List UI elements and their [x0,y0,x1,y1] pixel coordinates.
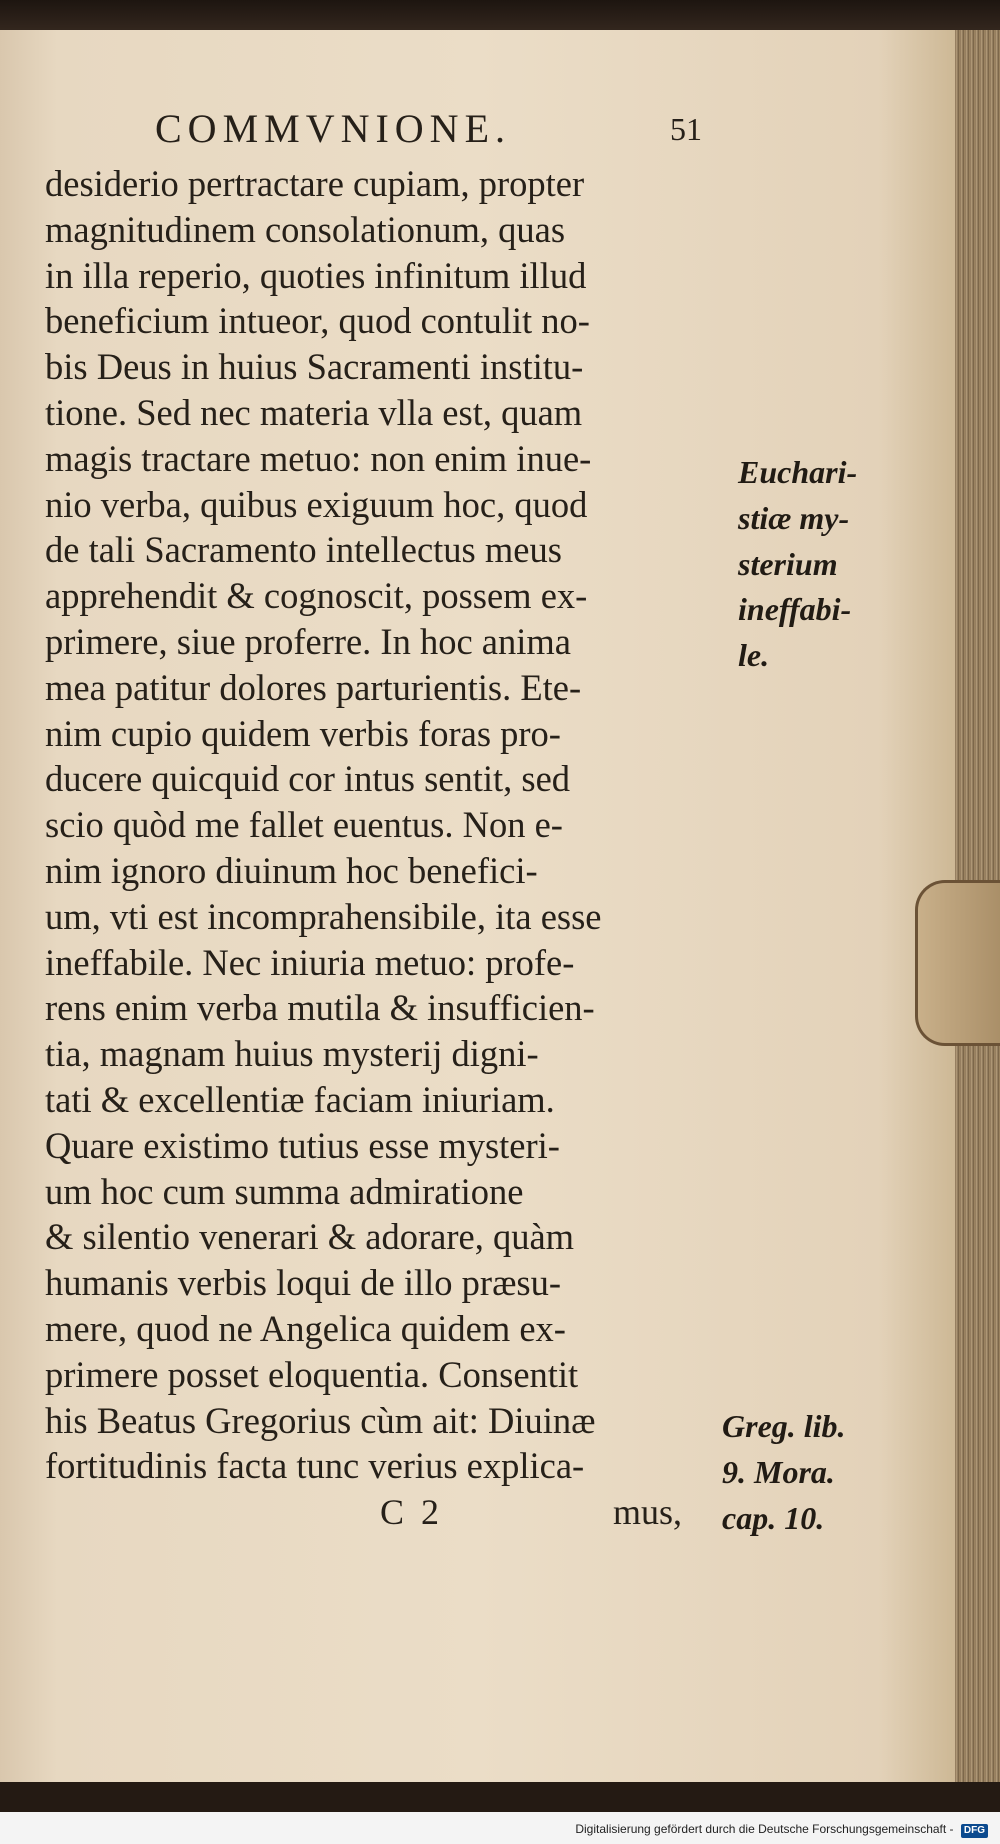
text-line: magis tractare metuo: non enim inue- [45,437,592,479]
text-line: tati & excellentiæ faciam iniuriam. [45,1078,555,1120]
text-line: nim ignoro diuinum hoc benefici- [45,849,538,891]
text-line: tia, magnam huius mysterij digni- [45,1033,539,1075]
text-line: rens enim verba mutila & insufficien- [45,987,595,1029]
page-number: 51 [670,111,702,147]
marginal-line: sterium [738,545,838,582]
text-line: bis Deus in huius Sacramenti institu- [45,346,584,388]
binding-bottom [0,1782,1000,1812]
marginal-note-eucharistiae [738,450,857,679]
text-line: tione. Sed nec materia vlla est, quam [45,391,583,433]
marginal-line: cap. 10. [722,1499,825,1536]
credit-text: Digitalisierung gefördert durch die Deutsche Forschungsgemeinschaft - [575,1822,954,1836]
text-line: his Beatus Gregorius cùm ait: Diuinæ [45,1399,596,1441]
dfg-logo-icon: DFG [961,1824,988,1838]
text-line: nio verba, quibus exiguum hoc, quod [45,483,588,525]
text-line: beneficium intueor, quod contulit no- [45,300,590,342]
text-line: mere, quod ne Angelica quidem ex- [45,1307,566,1349]
marginal-line: Greg. lib. [722,1408,846,1444]
text-line: desiderio pertractare cupiam, propter [45,163,585,204]
text-line: Quare existimo tutius esse mysteri- [45,1124,560,1166]
marginal-note-gregorius [722,1404,846,1541]
text-line: humanis verbis loqui de illo præsu- [45,1262,562,1304]
marginal-line: ineffabi- [738,591,852,628]
signature-mark: C 2 [380,1492,444,1533]
text-line: um, vti est incomprahensibile, ita esse [45,895,602,937]
text-line: in illa reperio, quoties infinitum illud [45,254,587,296]
text-line: fortitudinis facta tunc verius explica- [45,1445,585,1487]
page-header [45,105,735,161]
text-line: nim cupio quidem verbis foras pro- [45,712,561,754]
running-head: COMMVNIONE. [155,106,511,151]
book-clasp [915,880,1000,1046]
main-text-block [45,105,735,1539]
text-line: mea patitur dolores parturientis. Ete- [45,666,582,708]
digitization-credit [575,1822,988,1838]
text-line: primere, siue proferre. In hoc anima [45,620,571,662]
text-line: magnitudinem consolationum, quas [45,208,566,250]
catchword: mus, [613,1492,683,1533]
text-line: scio quòd me fallet euentus. Non e- [45,804,563,846]
text-line: ducere quicquid cor intus sentit, sed [45,758,571,800]
text-line: de tali Sacramento intellectus meus [45,529,562,571]
text-line: um hoc cum summa admiratione [45,1170,524,1212]
marginal-line: le. [738,637,770,674]
text-line: apprehendit & cognoscit, possem ex- [45,575,588,617]
marginal-line: 9. Mora. [722,1453,835,1490]
text-line: primere posset eloquentia. Consentit [45,1353,579,1395]
marginal-line: Euchari- [738,454,858,490]
page-footer [45,1489,735,1539]
text-line: ineffabile. Nec iniuria metuo: profe- [45,941,575,983]
text-line: & silentio venerari & adorare, quàm [45,1216,575,1258]
marginal-line: stiæ my- [738,499,850,536]
